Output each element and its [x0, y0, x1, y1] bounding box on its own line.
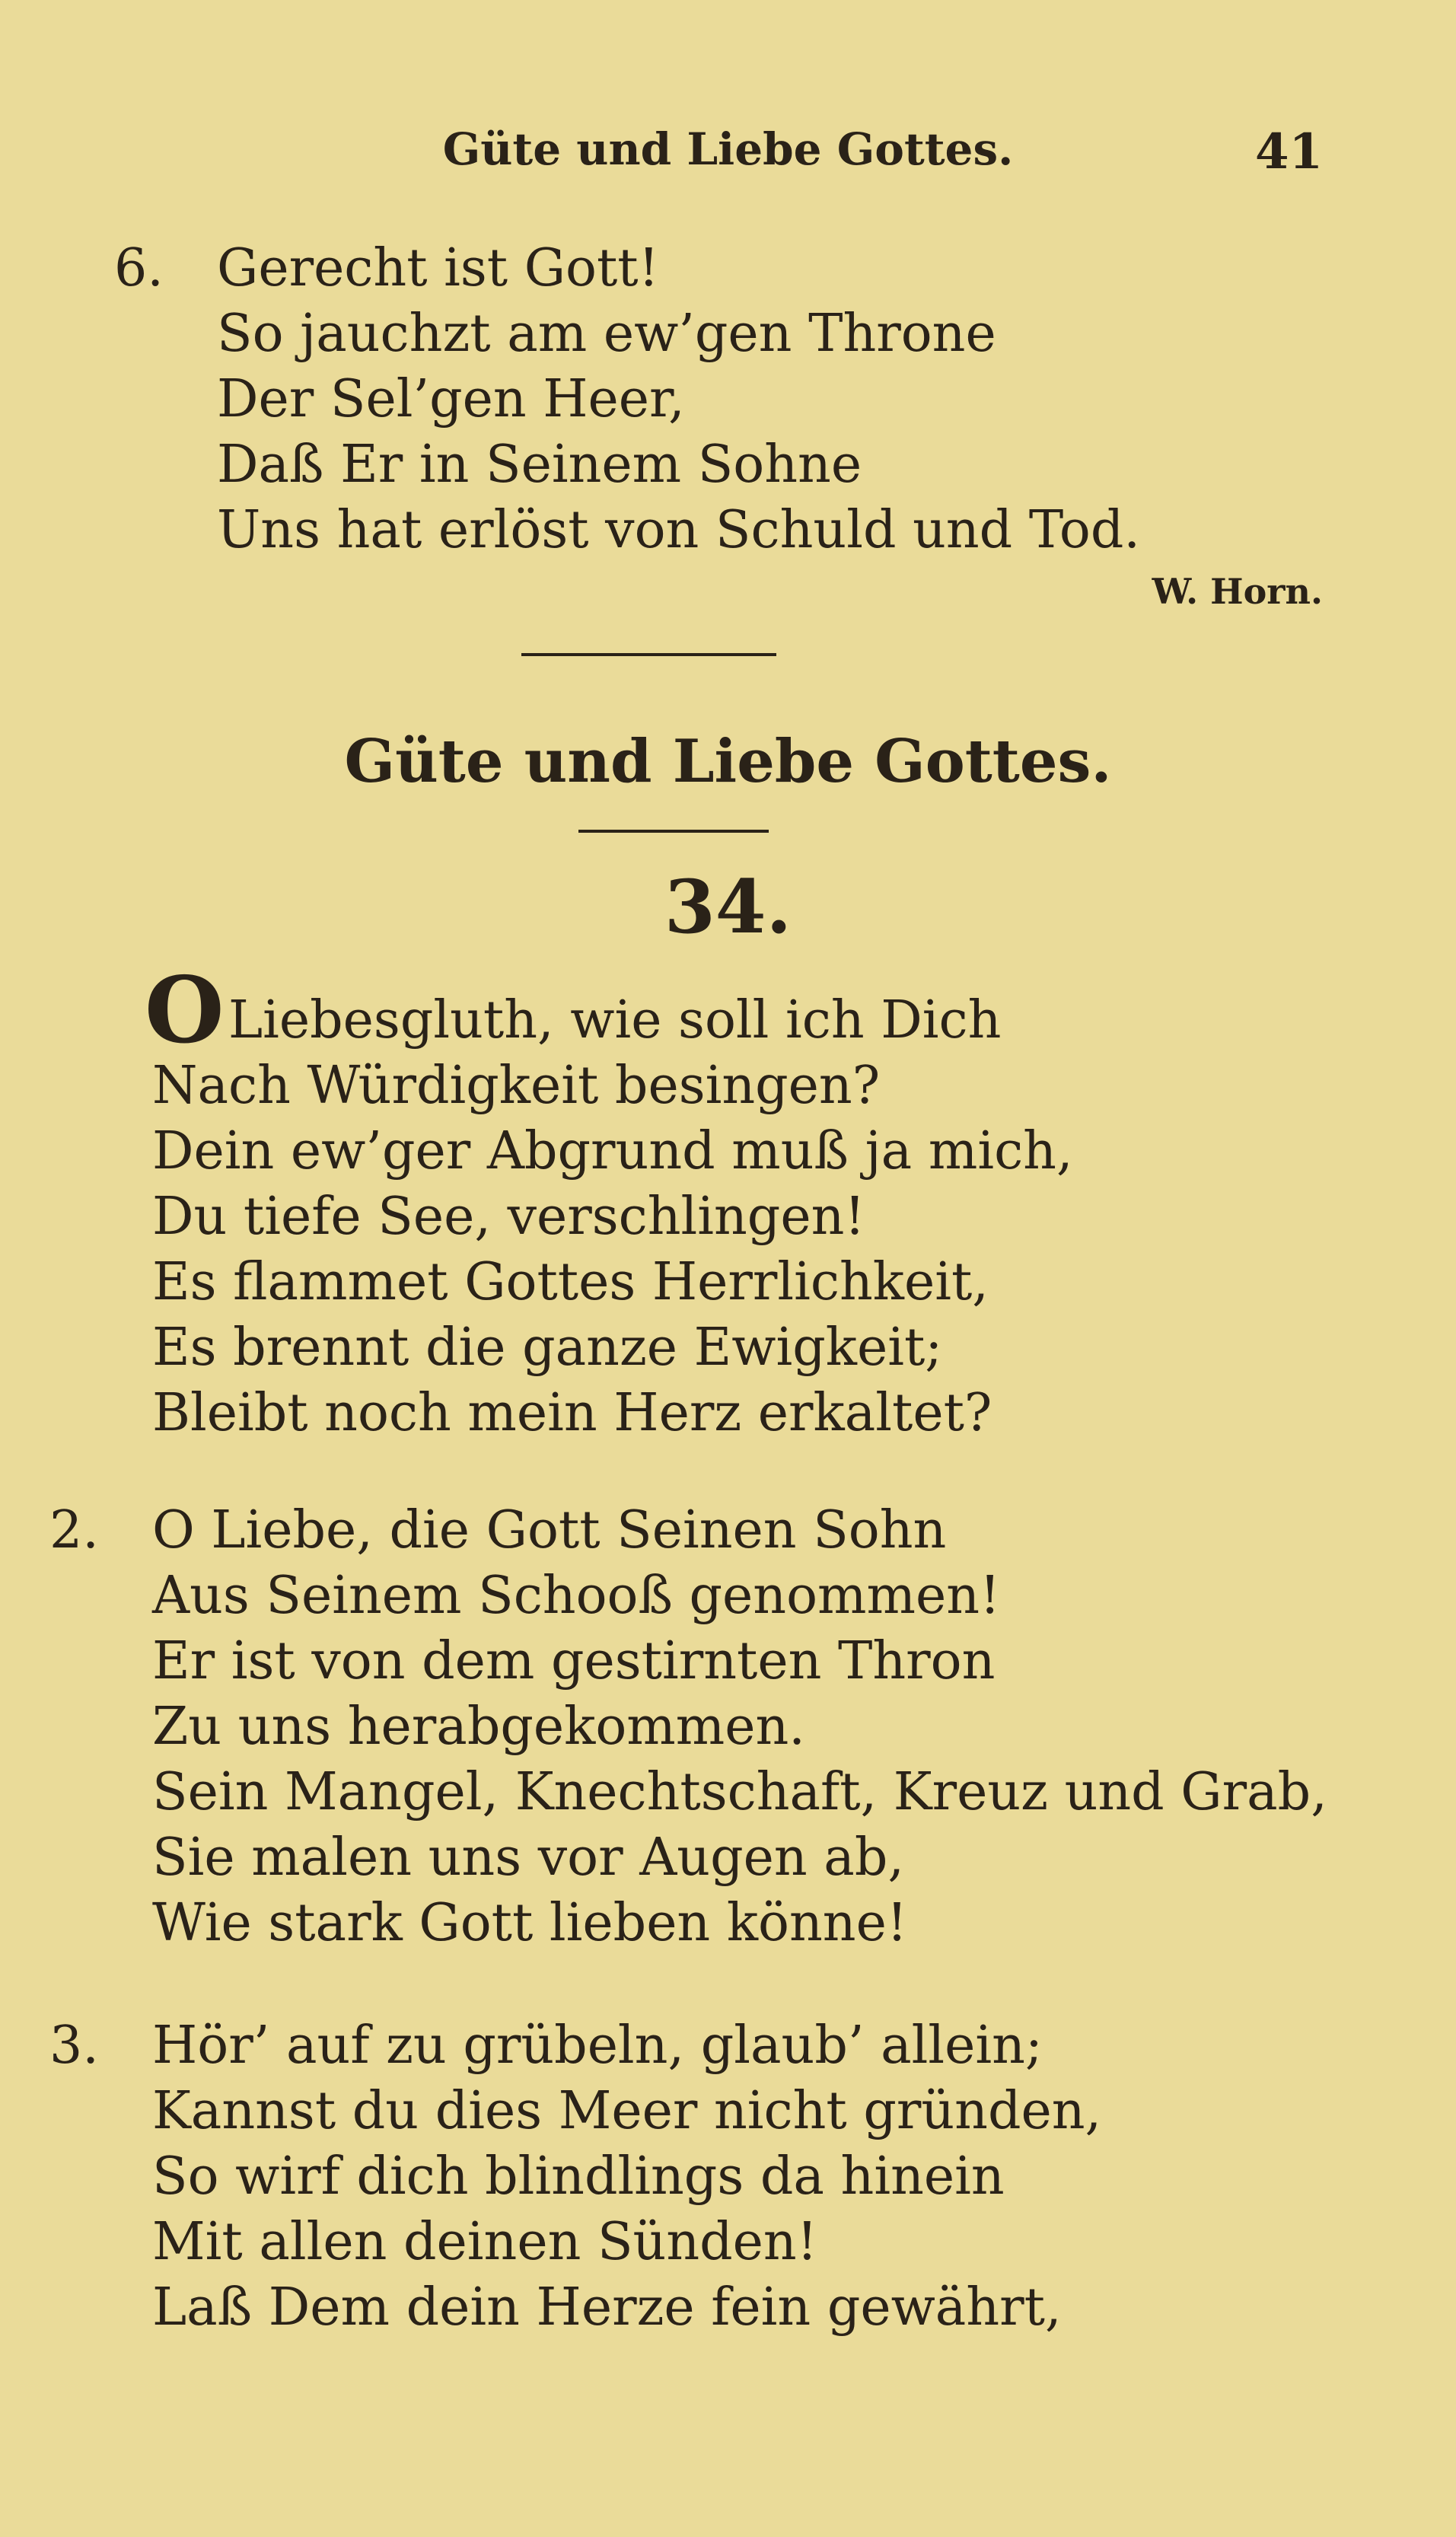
verse-line: Daß Er in Seinem Sohne [217, 435, 862, 495]
verse-line: Der Sel’gen Heer, [217, 369, 685, 429]
running-head [0, 114, 1456, 183]
hymn-number: 34. [664, 864, 792, 950]
verse-line: Kannst du dies Meer nicht gründen, [152, 2081, 1102, 2141]
verse-line: Wie stark Gott lieben könne! [152, 1893, 908, 1953]
page-number: 41 [1254, 123, 1323, 180]
verse-line: Mit allen deinen Sünden! [152, 2212, 818, 2272]
section-divider [521, 653, 776, 656]
stanza-lines [217, 236, 1359, 563]
verse-line: Du tiefe See, verschlingen! [152, 1187, 865, 1247]
verse-line: So wirf dich blindlings da hinein [152, 2147, 1005, 2207]
verse-line: Hör’ auf zu grübeln, glaub’ allein; [152, 2016, 1043, 2076]
verse-line: Aus Seinem Schooß genommen! [152, 1566, 1001, 1626]
verse-line: So jauchzt am ew’gen Throne [217, 304, 996, 364]
verse-line: Sie malen uns vor Augen ab, [152, 1828, 904, 1888]
stanza-lines [152, 1498, 1327, 1956]
verse-line: Es brennt die ganze Ewigkeit; [152, 1318, 943, 1378]
verse-line: Zu uns herabgekommen. [152, 1697, 805, 1757]
verse-line: Er ist von dem gestirnten Thron [152, 1631, 996, 1691]
verse-line: Dein ew’ger Abgrund muß ja mich, [152, 1121, 1073, 1181]
verse-line: Bleibt noch mein Herz erkaltet? [152, 1383, 992, 1443]
verse-line: O Liebe, die Gott Seinen Sohn [152, 1500, 947, 1560]
stanza-lines [152, 988, 1370, 1446]
title-underline [578, 830, 769, 833]
verse-line: Es flammet Gottes Herrlichkeit, [152, 1252, 989, 1312]
verse-line: Sein Mangel, Knechtschaft, Kreuz und Grab, [152, 1762, 1327, 1822]
verse-line: Laß Dem dein Herze fein gewährt, [152, 2277, 1062, 2338]
verse-line: Gerecht ist Gott! [217, 238, 659, 298]
verse-number: 2. [49, 1500, 99, 1560]
running-title: Güte und Liebe Gottes. [442, 123, 1014, 175]
verse-line: Uns hat erlöst von Schuld und Tod. [217, 500, 1140, 560]
author-attribution: W. Horn. [1152, 571, 1323, 612]
drop-cap: O [145, 957, 225, 1064]
stanza-lines [152, 2013, 1294, 2341]
section-title: Güte und Liebe Gottes. [344, 727, 1112, 796]
verse-number: 6. [114, 238, 164, 298]
verse-line: Liebesgluth, wie soll ich Dich [228, 990, 1002, 1050]
verse-line: Nach Würdigkeit besingen? [152, 1056, 881, 1116]
verse-number: 3. [49, 2016, 99, 2076]
